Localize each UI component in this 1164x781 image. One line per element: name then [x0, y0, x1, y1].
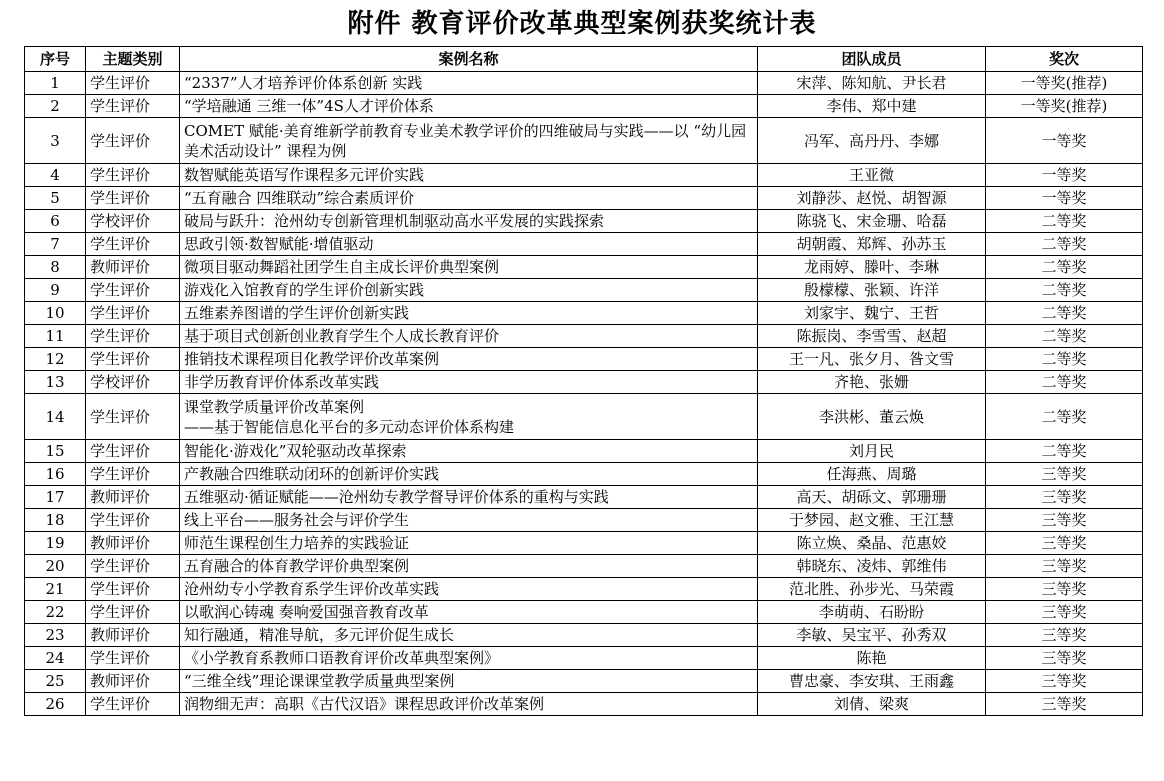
table-row	[25, 555, 1143, 578]
cell-case-name: 思政引领·数智赋能·增值驱动	[180, 233, 758, 256]
table-row	[25, 647, 1143, 670]
cell-case-name: 五育融合的体育教学评价典型案例	[180, 555, 758, 578]
cell-no: 19	[25, 532, 86, 555]
cell-no: 4	[25, 164, 86, 187]
cell-no: 17	[25, 486, 86, 509]
cell-case-name: 破局与跃升：沧州幼专创新管理机制驱动高水平发展的实践探索	[180, 210, 758, 233]
table-row	[25, 394, 1143, 440]
cell-award: 三等奖	[986, 463, 1143, 486]
cell-case-name: 沧州幼专小学教育系学生评价改革实践	[180, 578, 758, 601]
cell-category: 学生评价	[86, 440, 180, 463]
cell-team: 龙雨婷、滕叶、李琳	[758, 256, 986, 279]
cell-team: 任海燕、周璐	[758, 463, 986, 486]
cell-no: 8	[25, 256, 86, 279]
cell-no: 11	[25, 325, 86, 348]
cell-team: 李敏、吴宝平、孙秀双	[758, 624, 986, 647]
cell-case-name: 基于项目式创新创业教育学生个人成长教育评价	[180, 325, 758, 348]
cell-category: 学生评价	[86, 164, 180, 187]
table-row	[25, 95, 1143, 118]
cell-award: 二等奖	[986, 210, 1143, 233]
cell-team: 胡朝霞、郑辉、孙苏玉	[758, 233, 986, 256]
cell-category: 学生评价	[86, 693, 180, 716]
cell-team: 王亚微	[758, 164, 986, 187]
cell-award: 二等奖	[986, 348, 1143, 371]
cell-case-name: 智能化·游戏化”双轮驱动改革探索	[180, 440, 758, 463]
cell-team: 韩晓东、凌炜、郭维伟	[758, 555, 986, 578]
cell-category: 学生评价	[86, 187, 180, 210]
cell-category: 学生评价	[86, 394, 180, 440]
cell-case-name: 师范生课程创生力培养的实践验证	[180, 532, 758, 555]
cell-no: 23	[25, 624, 86, 647]
cell-case-name: 课堂教学质量评价改革案例 ——基于智能信息化平台的多元动态评价体系构建	[180, 394, 758, 440]
table-row	[25, 693, 1143, 716]
table-row	[25, 670, 1143, 693]
cell-case-name: “三维全线”理论课课堂教学质量典型案例	[180, 670, 758, 693]
cell-category: 学生评价	[86, 555, 180, 578]
cell-category: 教师评价	[86, 624, 180, 647]
table-row	[25, 302, 1143, 325]
cell-team: 王一凡、张夕月、昝文雪	[758, 348, 986, 371]
cell-case-name: 《小学教育系教师口语教育评价改革典型案例》	[180, 647, 758, 670]
cell-team: 陈立焕、桑晶、范惠姣	[758, 532, 986, 555]
cell-team: 陈骁飞、宋金珊、哈磊	[758, 210, 986, 233]
cell-award: 三等奖	[986, 578, 1143, 601]
cell-no: 9	[25, 279, 86, 302]
cell-no: 2	[25, 95, 86, 118]
header-category: 主题类别	[86, 47, 180, 72]
table-row	[25, 532, 1143, 555]
cell-category: 学生评价	[86, 95, 180, 118]
cell-no: 24	[25, 647, 86, 670]
cell-category: 教师评价	[86, 670, 180, 693]
cell-no: 7	[25, 233, 86, 256]
cell-no: 22	[25, 601, 86, 624]
cell-case-name: 以歌润心铸魂 奏响爱国强音教育改革	[180, 601, 758, 624]
cell-case-name: 推销技术课程项目化教学评价改革案例	[180, 348, 758, 371]
cell-award: 三等奖	[986, 532, 1143, 555]
cell-category: 学生评价	[86, 325, 180, 348]
cell-team: 曹忠豪、李安琪、王雨鑫	[758, 670, 986, 693]
table-row	[25, 463, 1143, 486]
cell-category: 学生评价	[86, 463, 180, 486]
cell-award: 三等奖	[986, 624, 1143, 647]
table-row	[25, 72, 1143, 95]
cell-award: 三等奖	[986, 486, 1143, 509]
cell-category: 教师评价	[86, 486, 180, 509]
cell-category: 学生评价	[86, 348, 180, 371]
cell-category: 学生评价	[86, 578, 180, 601]
cell-case-name: “2337”人才培养评价体系创新 实践	[180, 72, 758, 95]
cell-award: 一等奖(推荐)	[986, 95, 1143, 118]
table-header-row	[25, 47, 1143, 72]
cell-case-name: 五维驱动·循证赋能——沧州幼专教学督导评价体系的重构与实践	[180, 486, 758, 509]
cell-team: 李伟、郑中建	[758, 95, 986, 118]
table-row	[25, 118, 1143, 164]
cell-case-name: 产教融合四维联动闭环的创新评价实践	[180, 463, 758, 486]
table-row	[25, 486, 1143, 509]
cell-no: 6	[25, 210, 86, 233]
cell-category: 学生评价	[86, 647, 180, 670]
cell-award: 一等奖	[986, 164, 1143, 187]
cell-category: 教师评价	[86, 532, 180, 555]
table-row	[25, 256, 1143, 279]
table-row	[25, 601, 1143, 624]
table-row	[25, 233, 1143, 256]
cell-category: 学生评价	[86, 72, 180, 95]
cell-team: 于梦园、赵文雅、王江慧	[758, 509, 986, 532]
table-row	[25, 210, 1143, 233]
cell-team: 刘月民	[758, 440, 986, 463]
cell-team: 冯军、高丹丹、李娜	[758, 118, 986, 164]
cell-team: 刘倩、梁爽	[758, 693, 986, 716]
cell-case-name: 润物细无声：高职《古代汉语》课程思政评价改革案例	[180, 693, 758, 716]
cell-case-name: 游戏化入馆教育的学生评价创新实践	[180, 279, 758, 302]
cell-no: 13	[25, 371, 86, 394]
table-row	[25, 164, 1143, 187]
cell-team: 高天、胡砾文、郭珊珊	[758, 486, 986, 509]
cell-award: 二等奖	[986, 371, 1143, 394]
cell-award: 三等奖	[986, 601, 1143, 624]
cell-no: 12	[25, 348, 86, 371]
table-row	[25, 187, 1143, 210]
table-row	[25, 348, 1143, 371]
cell-award: 二等奖	[986, 394, 1143, 440]
header-case-name: 案例名称	[180, 47, 758, 72]
table-row	[25, 371, 1143, 394]
cell-case-name: 数智赋能英语写作课程多元评价实践	[180, 164, 758, 187]
cell-team: 殷檬檬、张颖、许洋	[758, 279, 986, 302]
table-row	[25, 509, 1143, 532]
cell-case-name: 五维素养图谱的学生评价创新实践	[180, 302, 758, 325]
header-team: 团队成员	[758, 47, 986, 72]
cell-team: 陈振岗、李雪雪、赵超	[758, 325, 986, 348]
cell-category: 学生评价	[86, 302, 180, 325]
cell-award: 二等奖	[986, 256, 1143, 279]
cell-category: 学生评价	[86, 279, 180, 302]
cell-award: 三等奖	[986, 647, 1143, 670]
cell-no: 20	[25, 555, 86, 578]
cell-case-name: “学培融通 三维一体”4S人才评价体系	[180, 95, 758, 118]
cell-no: 25	[25, 670, 86, 693]
cell-no: 16	[25, 463, 86, 486]
cell-team: 陈艳	[758, 647, 986, 670]
cell-award: 二等奖	[986, 279, 1143, 302]
cell-no: 10	[25, 302, 86, 325]
table-row	[25, 440, 1143, 463]
page-title: 附件 教育评价改革典型案例获奖统计表	[347, 9, 817, 39]
cell-team: 刘家宇、魏宁、王哲	[758, 302, 986, 325]
table-row	[25, 624, 1143, 647]
cell-case-name: 非学历教育评价体系改革实践	[180, 371, 758, 394]
cell-no: 1	[25, 72, 86, 95]
cell-team: 李萌萌、石盼盼	[758, 601, 986, 624]
cell-no: 15	[25, 440, 86, 463]
cell-award: 二等奖	[986, 440, 1143, 463]
cell-no: 26	[25, 693, 86, 716]
cell-award: 三等奖	[986, 509, 1143, 532]
cell-case-name: COMET 赋能·美育维新学前教育专业美术教学评价的四维破局与实践——以 “幼儿园美术活动设计” 课程为例	[180, 118, 758, 164]
cell-team: 刘静莎、赵悦、胡智源	[758, 187, 986, 210]
cell-award: 三等奖	[986, 670, 1143, 693]
cell-no: 14	[25, 394, 86, 440]
cell-case-name: 知行融通，精准导航，多元评价促生成长	[180, 624, 758, 647]
table-row	[25, 578, 1143, 601]
cell-team: 宋萍、陈知航、尹长君	[758, 72, 986, 95]
cell-case-name: “五育融合 四维联动”综合素质评价	[180, 187, 758, 210]
cell-award: 一等奖	[986, 118, 1143, 164]
cell-category: 学生评价	[86, 233, 180, 256]
cell-case-name: 微项目驱动舞蹈社团学生自主成长评价典型案例	[180, 256, 758, 279]
header-award: 奖次	[986, 47, 1143, 72]
cell-category: 学生评价	[86, 118, 180, 164]
cell-award: 二等奖	[986, 325, 1143, 348]
header-no: 序号	[25, 47, 86, 72]
cell-award: 一等奖	[986, 187, 1143, 210]
cell-award: 二等奖	[986, 302, 1143, 325]
table-row	[25, 325, 1143, 348]
cell-category: 学生评价	[86, 601, 180, 624]
cell-category: 学校评价	[86, 371, 180, 394]
cell-case-name: 线上平台——服务社会与评价学生	[180, 509, 758, 532]
cell-team: 范北胜、孙步光、马荣霞	[758, 578, 986, 601]
cell-no: 21	[25, 578, 86, 601]
table-row	[25, 279, 1143, 302]
cell-no: 3	[25, 118, 86, 164]
cell-category: 教师评价	[86, 256, 180, 279]
cell-no: 5	[25, 187, 86, 210]
cell-award: 三等奖	[986, 693, 1143, 716]
cell-team: 李洪彬、董云焕	[758, 394, 986, 440]
cell-team: 齐艳、张姗	[758, 371, 986, 394]
cell-award: 一等奖(推荐)	[986, 72, 1143, 95]
cell-category: 学校评价	[86, 210, 180, 233]
cell-no: 18	[25, 509, 86, 532]
award-table	[24, 46, 1143, 716]
cell-award: 三等奖	[986, 555, 1143, 578]
cell-award: 二等奖	[986, 233, 1143, 256]
cell-category: 学生评价	[86, 509, 180, 532]
table-body	[25, 72, 1143, 716]
